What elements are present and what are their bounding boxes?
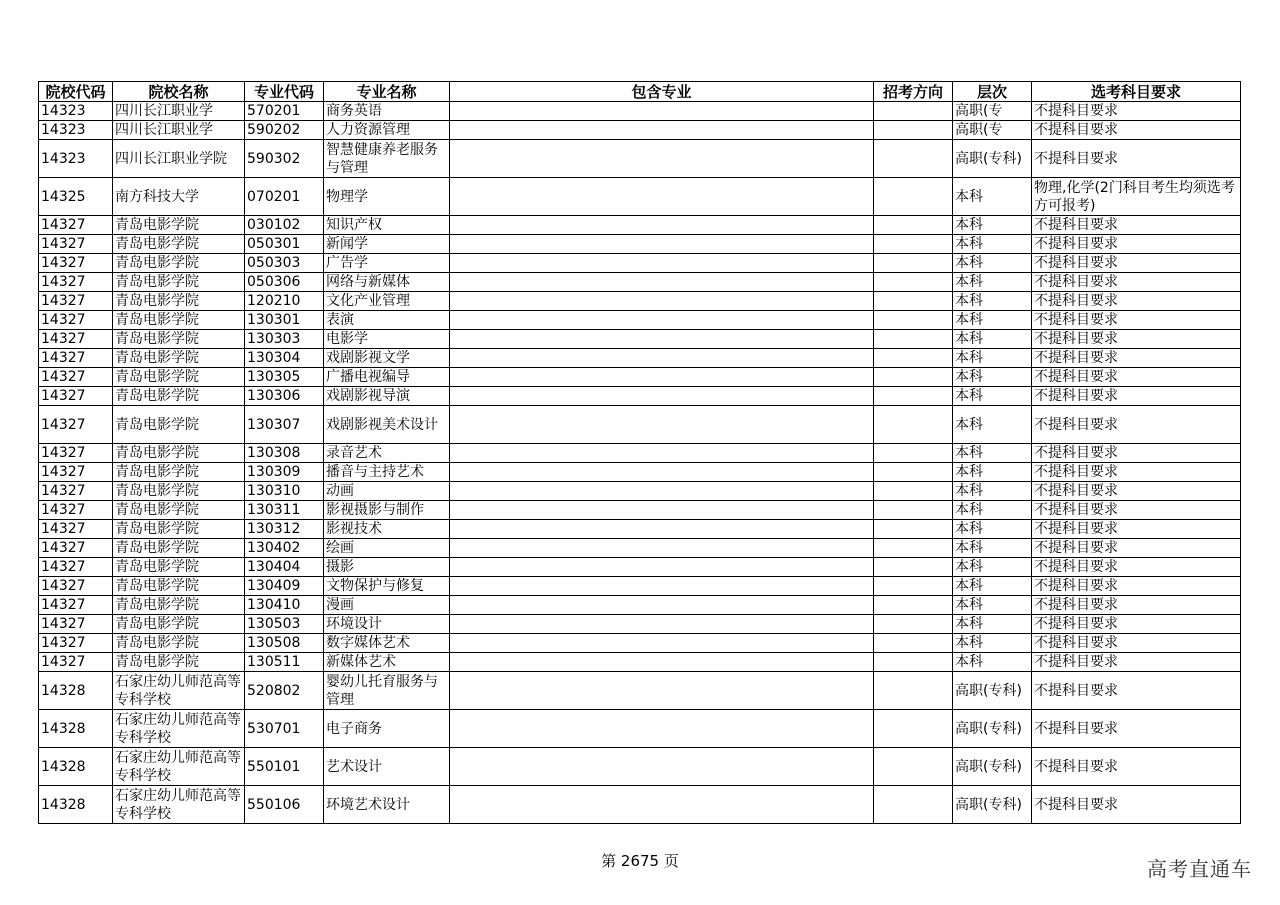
cell-subject-requirement: 不提科目要求	[1032, 444, 1241, 463]
cell-subject-requirement: 不提科目要求	[1032, 482, 1241, 501]
cell-major-name: 艺术设计	[324, 748, 450, 786]
cell-direction	[874, 482, 953, 501]
cell-major-name: 商务英语	[324, 102, 450, 121]
cell-included-majors	[450, 311, 874, 330]
table-row	[39, 102, 1241, 121]
cell-school-code: 14327	[39, 615, 113, 634]
cell-major-name: 表演	[324, 311, 450, 330]
cell-school-name: 石家庄幼儿师范高等专科学校	[113, 710, 245, 748]
cell-school-name: 青岛电影学院	[113, 596, 245, 615]
cell-major-code: 520802	[245, 672, 324, 710]
cell-school-code: 14327	[39, 330, 113, 349]
cell-level: 本科	[953, 292, 1032, 311]
cell-included-majors	[450, 330, 874, 349]
cell-school-name: 青岛电影学院	[113, 482, 245, 501]
cell-level: 本科	[953, 501, 1032, 520]
cell-level: 本科	[953, 463, 1032, 482]
cell-subject-requirement: 不提科目要求	[1032, 520, 1241, 539]
table-row	[39, 406, 1241, 444]
cell-major-name: 戏剧影视导演	[324, 387, 450, 406]
cell-included-majors	[450, 273, 874, 292]
cell-subject-requirement: 不提科目要求	[1032, 672, 1241, 710]
cell-major-code: 070201	[245, 178, 324, 216]
cell-school-name: 石家庄幼儿师范高等专科学校	[113, 786, 245, 824]
cell-school-code: 14327	[39, 501, 113, 520]
cell-subject-requirement: 物理,化学(2门科目考生均须选考方可报考)	[1032, 178, 1241, 216]
cell-school-name: 青岛电影学院	[113, 311, 245, 330]
cell-direction	[874, 786, 953, 824]
cell-major-code: 130303	[245, 330, 324, 349]
cell-direction	[874, 520, 953, 539]
cell-major-code: 050301	[245, 235, 324, 254]
cell-direction	[874, 368, 953, 387]
cell-school-name: 青岛电影学院	[113, 387, 245, 406]
cell-direction	[874, 406, 953, 444]
cell-major-code: 130404	[245, 558, 324, 577]
table-row	[39, 444, 1241, 463]
cell-included-majors	[450, 216, 874, 235]
cell-major-name: 人力资源管理	[324, 121, 450, 140]
cell-subject-requirement: 不提科目要求	[1032, 786, 1241, 824]
cell-level: 本科	[953, 273, 1032, 292]
table-row	[39, 330, 1241, 349]
cell-subject-requirement: 不提科目要求	[1032, 406, 1241, 444]
cell-major-code: 130410	[245, 596, 324, 615]
cell-level: 本科	[953, 349, 1032, 368]
cell-school-name: 青岛电影学院	[113, 558, 245, 577]
table-header-row	[39, 82, 1241, 102]
cell-school-name: 青岛电影学院	[113, 368, 245, 387]
cell-direction	[874, 273, 953, 292]
cell-major-code: 590302	[245, 140, 324, 178]
cell-major-name: 新闻学	[324, 235, 450, 254]
cell-subject-requirement: 不提科目要求	[1032, 311, 1241, 330]
cell-major-name: 婴幼儿托育服务与管理	[324, 672, 450, 710]
cell-school-code: 14327	[39, 653, 113, 672]
cell-major-name: 广告学	[324, 254, 450, 273]
cell-major-name: 智慧健康养老服务与管理	[324, 140, 450, 178]
header-major-code: 专业代码	[245, 82, 324, 102]
cell-school-code: 14327	[39, 634, 113, 653]
table-row	[39, 482, 1241, 501]
cell-major-code: 130309	[245, 463, 324, 482]
cell-school-name: 青岛电影学院	[113, 235, 245, 254]
cell-direction	[874, 615, 953, 634]
cell-subject-requirement: 不提科目要求	[1032, 254, 1241, 273]
cell-school-name: 青岛电影学院	[113, 520, 245, 539]
table-row	[39, 368, 1241, 387]
header-included-majors: 包含专业	[450, 82, 874, 102]
header-major-name: 专业名称	[324, 82, 450, 102]
cell-direction	[874, 311, 953, 330]
cell-school-code: 14327	[39, 558, 113, 577]
table-row	[39, 596, 1241, 615]
cell-school-name: 青岛电影学院	[113, 444, 245, 463]
cell-major-name: 网络与新媒体	[324, 273, 450, 292]
cell-included-majors	[450, 786, 874, 824]
cell-school-name: 青岛电影学院	[113, 292, 245, 311]
cell-level: 本科	[953, 311, 1032, 330]
cell-school-code: 14327	[39, 596, 113, 615]
cell-included-majors	[450, 349, 874, 368]
cell-major-name: 新媒体艺术	[324, 653, 450, 672]
cell-level: 高职(专科)	[953, 748, 1032, 786]
cell-subject-requirement: 不提科目要求	[1032, 292, 1241, 311]
cell-level: 高职(专	[953, 102, 1032, 121]
cell-major-name: 绘画	[324, 539, 450, 558]
cell-included-majors	[450, 102, 874, 121]
cell-school-code: 14328	[39, 786, 113, 824]
cell-school-name: 青岛电影学院	[113, 501, 245, 520]
cell-level: 本科	[953, 596, 1032, 615]
cell-school-name: 四川长江职业学	[113, 121, 245, 140]
cell-subject-requirement: 不提科目要求	[1032, 235, 1241, 254]
cell-included-majors	[450, 444, 874, 463]
table-row	[39, 311, 1241, 330]
cell-level: 本科	[953, 254, 1032, 273]
cell-major-code: 130305	[245, 368, 324, 387]
cell-direction	[874, 444, 953, 463]
table-row	[39, 235, 1241, 254]
cell-level: 本科	[953, 615, 1032, 634]
table-row	[39, 672, 1241, 710]
cell-school-name: 石家庄幼儿师范高等专科学校	[113, 748, 245, 786]
cell-direction	[874, 292, 953, 311]
cell-school-code: 14327	[39, 349, 113, 368]
cell-school-name: 南方科技大学	[113, 178, 245, 216]
cell-major-name: 电影学	[324, 330, 450, 349]
cell-direction	[874, 596, 953, 615]
cell-level: 本科	[953, 558, 1032, 577]
cell-included-majors	[450, 140, 874, 178]
cell-direction	[874, 387, 953, 406]
cell-level: 高职(专科)	[953, 710, 1032, 748]
cell-school-code: 14327	[39, 482, 113, 501]
cell-school-code: 14327	[39, 368, 113, 387]
header-direction: 招考方向	[874, 82, 953, 102]
watermark-logo: 高考直通车	[1147, 857, 1252, 881]
cell-major-name: 文化产业管理	[324, 292, 450, 311]
table-row	[39, 463, 1241, 482]
header-level: 层次	[953, 82, 1032, 102]
cell-level: 本科	[953, 387, 1032, 406]
cell-school-name: 青岛电影学院	[113, 349, 245, 368]
cell-school-name: 青岛电影学院	[113, 216, 245, 235]
header-school-code: 院校代码	[39, 82, 113, 102]
cell-subject-requirement: 不提科目要求	[1032, 349, 1241, 368]
cell-subject-requirement: 不提科目要求	[1032, 634, 1241, 653]
cell-included-majors	[450, 254, 874, 273]
cell-school-code: 14327	[39, 406, 113, 444]
cell-included-majors	[450, 121, 874, 140]
cell-school-code: 14327	[39, 444, 113, 463]
cell-major-code: 130402	[245, 539, 324, 558]
cell-school-code: 14328	[39, 672, 113, 710]
cell-included-majors	[450, 406, 874, 444]
cell-school-code: 14327	[39, 235, 113, 254]
cell-major-code: 130308	[245, 444, 324, 463]
table-row	[39, 178, 1241, 216]
cell-subject-requirement: 不提科目要求	[1032, 577, 1241, 596]
cell-major-code: 550106	[245, 786, 324, 824]
cell-included-majors	[450, 748, 874, 786]
table-row	[39, 653, 1241, 672]
cell-subject-requirement: 不提科目要求	[1032, 558, 1241, 577]
cell-major-code: 130307	[245, 406, 324, 444]
cell-school-code: 14327	[39, 577, 113, 596]
cell-major-name: 播音与主持艺术	[324, 463, 450, 482]
cell-included-majors	[450, 292, 874, 311]
table-row	[39, 577, 1241, 596]
cell-included-majors	[450, 653, 874, 672]
cell-subject-requirement: 不提科目要求	[1032, 710, 1241, 748]
cell-subject-requirement: 不提科目要求	[1032, 273, 1241, 292]
cell-level: 高职(专	[953, 121, 1032, 140]
cell-level: 本科	[953, 539, 1032, 558]
cell-school-name: 青岛电影学院	[113, 577, 245, 596]
cell-school-name: 青岛电影学院	[113, 539, 245, 558]
table-row	[39, 558, 1241, 577]
cell-school-code: 14323	[39, 121, 113, 140]
cell-level: 本科	[953, 577, 1032, 596]
cell-direction	[874, 710, 953, 748]
cell-major-code: 130310	[245, 482, 324, 501]
cell-major-code: 590202	[245, 121, 324, 140]
cell-major-code: 130301	[245, 311, 324, 330]
table-row	[39, 539, 1241, 558]
cell-level: 本科	[953, 520, 1032, 539]
cell-major-name: 影视技术	[324, 520, 450, 539]
cell-subject-requirement: 不提科目要求	[1032, 140, 1241, 178]
cell-major-code: 130311	[245, 501, 324, 520]
cell-major-code: 050306	[245, 273, 324, 292]
cell-major-code: 130508	[245, 634, 324, 653]
table-row	[39, 748, 1241, 786]
cell-major-code: 130306	[245, 387, 324, 406]
cell-direction	[874, 539, 953, 558]
cell-school-code: 14327	[39, 254, 113, 273]
cell-level: 本科	[953, 444, 1032, 463]
cell-direction	[874, 748, 953, 786]
cell-included-majors	[450, 520, 874, 539]
cell-subject-requirement: 不提科目要求	[1032, 387, 1241, 406]
cell-direction	[874, 330, 953, 349]
cell-major-name: 数字媒体艺术	[324, 634, 450, 653]
cell-major-code: 030102	[245, 216, 324, 235]
cell-level: 本科	[953, 216, 1032, 235]
cell-direction	[874, 577, 953, 596]
cell-school-code: 14325	[39, 178, 113, 216]
cell-subject-requirement: 不提科目要求	[1032, 102, 1241, 121]
cell-school-name: 四川长江职业学院	[113, 140, 245, 178]
cell-major-code: 130511	[245, 653, 324, 672]
cell-major-name: 影视摄影与制作	[324, 501, 450, 520]
cell-major-code: 530701	[245, 710, 324, 748]
cell-major-name: 戏剧影视文学	[324, 349, 450, 368]
cell-school-name: 青岛电影学院	[113, 273, 245, 292]
table-row	[39, 501, 1241, 520]
table-row	[39, 786, 1241, 824]
cell-level: 本科	[953, 235, 1032, 254]
cell-direction	[874, 501, 953, 520]
cell-subject-requirement: 不提科目要求	[1032, 653, 1241, 672]
table-row	[39, 387, 1241, 406]
cell-school-code: 14327	[39, 292, 113, 311]
cell-school-name: 青岛电影学院	[113, 653, 245, 672]
cell-major-code: 050303	[245, 254, 324, 273]
cell-subject-requirement: 不提科目要求	[1032, 615, 1241, 634]
cell-subject-requirement: 不提科目要求	[1032, 121, 1241, 140]
cell-school-code: 14323	[39, 102, 113, 121]
cell-direction	[874, 672, 953, 710]
cell-major-name: 动画	[324, 482, 450, 501]
cell-included-majors	[450, 710, 874, 748]
cell-school-code: 14323	[39, 140, 113, 178]
cell-included-majors	[450, 634, 874, 653]
cell-included-majors	[450, 672, 874, 710]
cell-direction	[874, 634, 953, 653]
cell-included-majors	[450, 596, 874, 615]
cell-major-code: 130312	[245, 520, 324, 539]
cell-school-code: 14327	[39, 311, 113, 330]
header-subject-requirement: 选考科目要求	[1032, 82, 1241, 102]
cell-school-name: 青岛电影学院	[113, 330, 245, 349]
cell-level: 本科	[953, 330, 1032, 349]
cell-included-majors	[450, 235, 874, 254]
page-number: 第 2675 页	[601, 852, 679, 870]
cell-level: 高职(专科)	[953, 786, 1032, 824]
table-row	[39, 520, 1241, 539]
cell-major-name: 录音艺术	[324, 444, 450, 463]
cell-subject-requirement: 不提科目要求	[1032, 539, 1241, 558]
cell-major-name: 环境艺术设计	[324, 786, 450, 824]
cell-level: 本科	[953, 178, 1032, 216]
cell-direction	[874, 463, 953, 482]
cell-included-majors	[450, 463, 874, 482]
cell-school-code: 14328	[39, 710, 113, 748]
cell-school-name: 青岛电影学院	[113, 615, 245, 634]
cell-major-name: 知识产权	[324, 216, 450, 235]
cell-major-code: 130409	[245, 577, 324, 596]
cell-major-code: 130503	[245, 615, 324, 634]
cell-school-name: 青岛电影学院	[113, 406, 245, 444]
table-row	[39, 254, 1241, 273]
cell-direction	[874, 178, 953, 216]
cell-direction	[874, 558, 953, 577]
cell-direction	[874, 140, 953, 178]
cell-included-majors	[450, 501, 874, 520]
cell-school-code: 14327	[39, 216, 113, 235]
cell-level: 本科	[953, 406, 1032, 444]
cell-major-name: 环境设计	[324, 615, 450, 634]
table-row	[39, 292, 1241, 311]
cell-included-majors	[450, 387, 874, 406]
cell-included-majors	[450, 482, 874, 501]
cell-subject-requirement: 不提科目要求	[1032, 463, 1241, 482]
cell-major-name: 摄影	[324, 558, 450, 577]
cell-direction	[874, 216, 953, 235]
table-row	[39, 615, 1241, 634]
cell-major-code: 570201	[245, 102, 324, 121]
admission-table	[38, 81, 1241, 824]
cell-school-name: 青岛电影学院	[113, 634, 245, 653]
cell-direction	[874, 653, 953, 672]
header-school-name: 院校名称	[113, 82, 245, 102]
cell-school-name: 青岛电影学院	[113, 254, 245, 273]
table-row	[39, 216, 1241, 235]
cell-major-code: 130304	[245, 349, 324, 368]
cell-level: 本科	[953, 368, 1032, 387]
table-row	[39, 140, 1241, 178]
cell-subject-requirement: 不提科目要求	[1032, 330, 1241, 349]
cell-school-name: 石家庄幼儿师范高等专科学校	[113, 672, 245, 710]
cell-subject-requirement: 不提科目要求	[1032, 368, 1241, 387]
table-row	[39, 349, 1241, 368]
cell-school-code: 14327	[39, 539, 113, 558]
cell-major-name: 电子商务	[324, 710, 450, 748]
cell-school-code: 14328	[39, 748, 113, 786]
table-row	[39, 273, 1241, 292]
cell-major-name: 漫画	[324, 596, 450, 615]
cell-school-name: 青岛电影学院	[113, 463, 245, 482]
cell-included-majors	[450, 178, 874, 216]
cell-level: 本科	[953, 634, 1032, 653]
cell-major-name: 戏剧影视美术设计	[324, 406, 450, 444]
cell-level: 本科	[953, 482, 1032, 501]
cell-included-majors	[450, 615, 874, 634]
cell-school-code: 14327	[39, 387, 113, 406]
cell-school-code: 14327	[39, 463, 113, 482]
cell-subject-requirement: 不提科目要求	[1032, 216, 1241, 235]
table-row	[39, 634, 1241, 653]
cell-subject-requirement: 不提科目要求	[1032, 501, 1241, 520]
cell-major-code: 120210	[245, 292, 324, 311]
cell-included-majors	[450, 558, 874, 577]
cell-level: 本科	[953, 653, 1032, 672]
cell-included-majors	[450, 368, 874, 387]
cell-major-name: 广播电视编导	[324, 368, 450, 387]
cell-direction	[874, 121, 953, 140]
cell-major-name: 文物保护与修复	[324, 577, 450, 596]
cell-subject-requirement: 不提科目要求	[1032, 748, 1241, 786]
cell-school-code: 14327	[39, 273, 113, 292]
cell-level: 高职(专科)	[953, 672, 1032, 710]
cell-level: 高职(专科)	[953, 140, 1032, 178]
cell-school-code: 14327	[39, 520, 113, 539]
cell-included-majors	[450, 577, 874, 596]
cell-direction	[874, 102, 953, 121]
cell-direction	[874, 349, 953, 368]
table-row	[39, 710, 1241, 748]
cell-major-code: 550101	[245, 748, 324, 786]
cell-direction	[874, 235, 953, 254]
table-row	[39, 121, 1241, 140]
cell-subject-requirement: 不提科目要求	[1032, 596, 1241, 615]
cell-major-name: 物理学	[324, 178, 450, 216]
cell-school-name: 四川长江职业学	[113, 102, 245, 121]
cell-direction	[874, 254, 953, 273]
cell-included-majors	[450, 539, 874, 558]
